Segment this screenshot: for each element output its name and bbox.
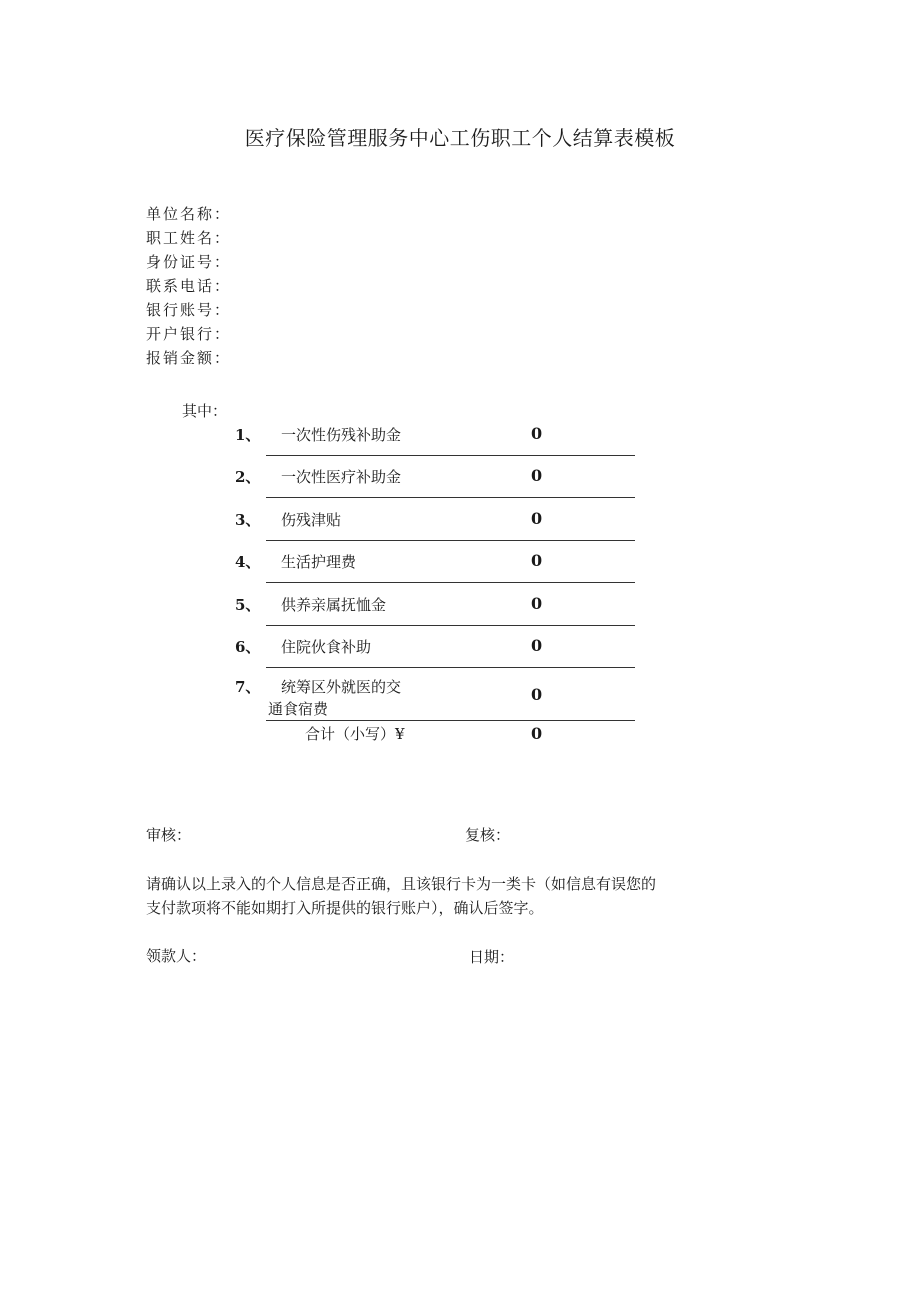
info-fields (146, 202, 231, 370)
field-bank-name: 开户银行： (146, 325, 232, 343)
item-label: 生活护理费 (281, 553, 357, 571)
divider (266, 667, 635, 668)
item-value: 0 (531, 424, 543, 443)
total-value: 0 (531, 724, 543, 743)
item-value: 0 (531, 594, 543, 613)
item-label-line1: 统筹区外就医的交 (281, 678, 402, 696)
item-label: 住院伙食补助 (281, 638, 372, 656)
review-label: 复核： (465, 826, 511, 844)
item-label: 供养亲属抚恤金 (281, 596, 387, 614)
field-id-number: 身份证号： (146, 253, 232, 271)
confirmation-notice (146, 872, 746, 920)
date-label: 日期： (469, 948, 515, 966)
field-reimbursement-amount: 报销金额： (146, 349, 232, 367)
item-number: 1、 (235, 426, 261, 444)
divider (266, 625, 635, 626)
item-value: 0 (531, 685, 543, 704)
item-value: 0 (531, 466, 543, 485)
page-title: 医疗保险管理服务中心工伤职工个人结算表模板 (244, 126, 676, 150)
item-label: 一次性医疗补助金 (281, 468, 402, 486)
field-bank-account: 银行账号： (146, 301, 232, 319)
divider (266, 582, 635, 583)
field-unit-name: 单位名称： (146, 205, 232, 223)
recipient-label: 领款人： (146, 947, 207, 965)
item-label-line2: 通食宿费 (268, 700, 329, 718)
item-number: 7、 (235, 678, 261, 696)
notice-line-2: 支付款项将不能如期打入所提供的银行账户），确认后签字。 (146, 899, 544, 917)
total-label: 合计（小写）¥ (305, 725, 405, 743)
divider (266, 455, 635, 456)
breakdown-header: 其中： (182, 402, 228, 420)
field-employee-name: 职工姓名： (146, 229, 232, 247)
item-label: 一次性伤残补助金 (281, 426, 402, 444)
item-number: 6、 (235, 638, 261, 656)
divider (266, 497, 635, 498)
divider (266, 540, 635, 541)
item-label: 伤残津贴 (281, 511, 342, 529)
field-phone: 联系电话： (146, 277, 232, 295)
item-value: 0 (531, 636, 543, 655)
audit-label: 审核： (146, 826, 192, 844)
item-number: 3、 (235, 511, 261, 529)
item-number: 5、 (235, 596, 261, 614)
item-number: 2、 (235, 468, 261, 486)
notice-line-1: 请确认以上录入的个人信息是否正确，且该银行卡为一类卡（如信息有误您的 (146, 875, 657, 893)
divider (266, 720, 635, 721)
item-value: 0 (531, 551, 543, 570)
item-value: 0 (531, 509, 543, 528)
item-number: 4、 (235, 553, 261, 571)
